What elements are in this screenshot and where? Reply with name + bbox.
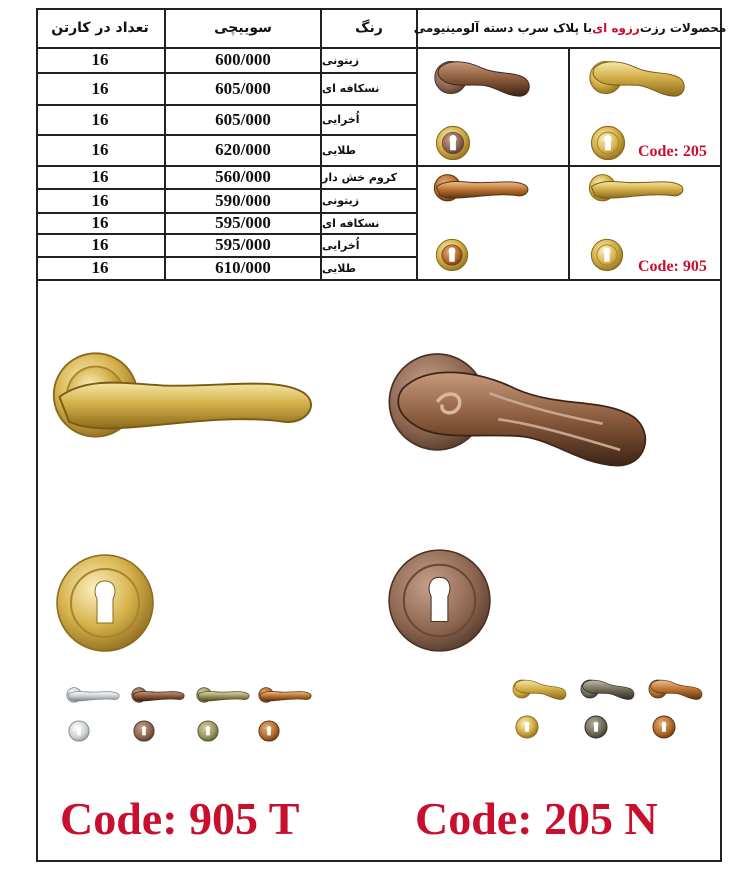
header-quantity: تعداد در کارتن: [51, 20, 149, 36]
price-cell: 600/000: [215, 50, 271, 69]
door-handle-icon: [196, 683, 252, 705]
qty-cell: 16: [91, 235, 109, 254]
key-escutcheon-icon: [55, 553, 155, 653]
door-handle-icon: [131, 683, 187, 705]
key-escutcheon-icon: [584, 715, 608, 739]
door-handle-icon: [433, 168, 533, 204]
header-price: سوییچی: [214, 20, 272, 36]
key-escutcheon-icon: [133, 720, 155, 742]
door-handle-icon: [433, 55, 533, 100]
door-handle-icon: [385, 350, 655, 480]
door-handle-icon: [580, 676, 636, 702]
color-cell: اُخرایی: [322, 113, 360, 126]
price-cell: 560/000: [215, 167, 271, 186]
qty-cell: 16: [91, 78, 109, 98]
code-205-small: Code: 205: [638, 143, 707, 160]
door-handle-icon: [648, 676, 704, 702]
code-205n-label: Code: 205 N: [415, 793, 658, 844]
color-cell: طلایی: [322, 143, 356, 157]
color-cell: زیتونی: [322, 53, 360, 67]
key-escutcheon-icon: [435, 125, 471, 161]
color-cell: نسکافه ای: [322, 82, 380, 95]
qty-cell: 16: [91, 140, 109, 159]
door-handle-icon: [50, 345, 325, 445]
door-handle-icon: [588, 55, 688, 100]
key-escutcheon-icon: [515, 715, 539, 739]
qty-cell: 16: [91, 167, 109, 186]
code-905t-label: Code: 905 T: [60, 793, 300, 844]
door-handle-icon: [512, 676, 568, 702]
qty-cell: 16: [91, 50, 109, 69]
key-escutcheon-icon: [68, 720, 90, 742]
price-cell: 620/000: [215, 140, 271, 159]
color-cell: زیتونی: [322, 194, 360, 207]
qty-cell: 16: [91, 109, 109, 129]
qty-cell: 16: [91, 213, 109, 232]
header-color: رنگ: [355, 20, 383, 36]
door-handle-icon: [66, 683, 122, 705]
qty-cell: 16: [91, 258, 109, 277]
key-escutcheon-icon: [197, 720, 219, 742]
door-handle-icon: [588, 168, 688, 204]
qty-cell: 16: [91, 190, 109, 210]
key-escutcheon-icon: [258, 720, 280, 742]
key-escutcheon-icon: [435, 238, 469, 272]
price-cell: 595/000: [215, 235, 271, 254]
table-divider: [416, 8, 418, 281]
header-product: [413, 8, 727, 48]
price-cell: 595/000: [215, 213, 271, 232]
color-cell: کروم خش دار: [322, 170, 398, 184]
header-product-part: با پلاک سرب دسته آلومینیومی: [413, 21, 593, 35]
header-product-highlight: رزوه ای: [592, 21, 640, 35]
header-product-part: محصولات رزت: [639, 21, 727, 35]
code-905-small: Code: 905: [638, 258, 707, 275]
key-escutcheon-icon: [387, 548, 492, 653]
table-divider: [36, 279, 722, 281]
price-cell: 605/000: [215, 78, 271, 98]
color-cell: طلایی: [322, 261, 356, 275]
key-escutcheon-icon: [590, 125, 626, 161]
key-escutcheon-icon: [590, 238, 624, 272]
price-cell: 610/000: [215, 258, 271, 277]
color-cell: نسکافه ای: [322, 216, 380, 230]
key-escutcheon-icon: [652, 715, 676, 739]
price-cell: 605/000: [215, 109, 271, 129]
price-cell: 590/000: [215, 190, 271, 210]
door-handle-icon: [258, 683, 314, 705]
color-cell: اُخرایی: [322, 238, 360, 252]
